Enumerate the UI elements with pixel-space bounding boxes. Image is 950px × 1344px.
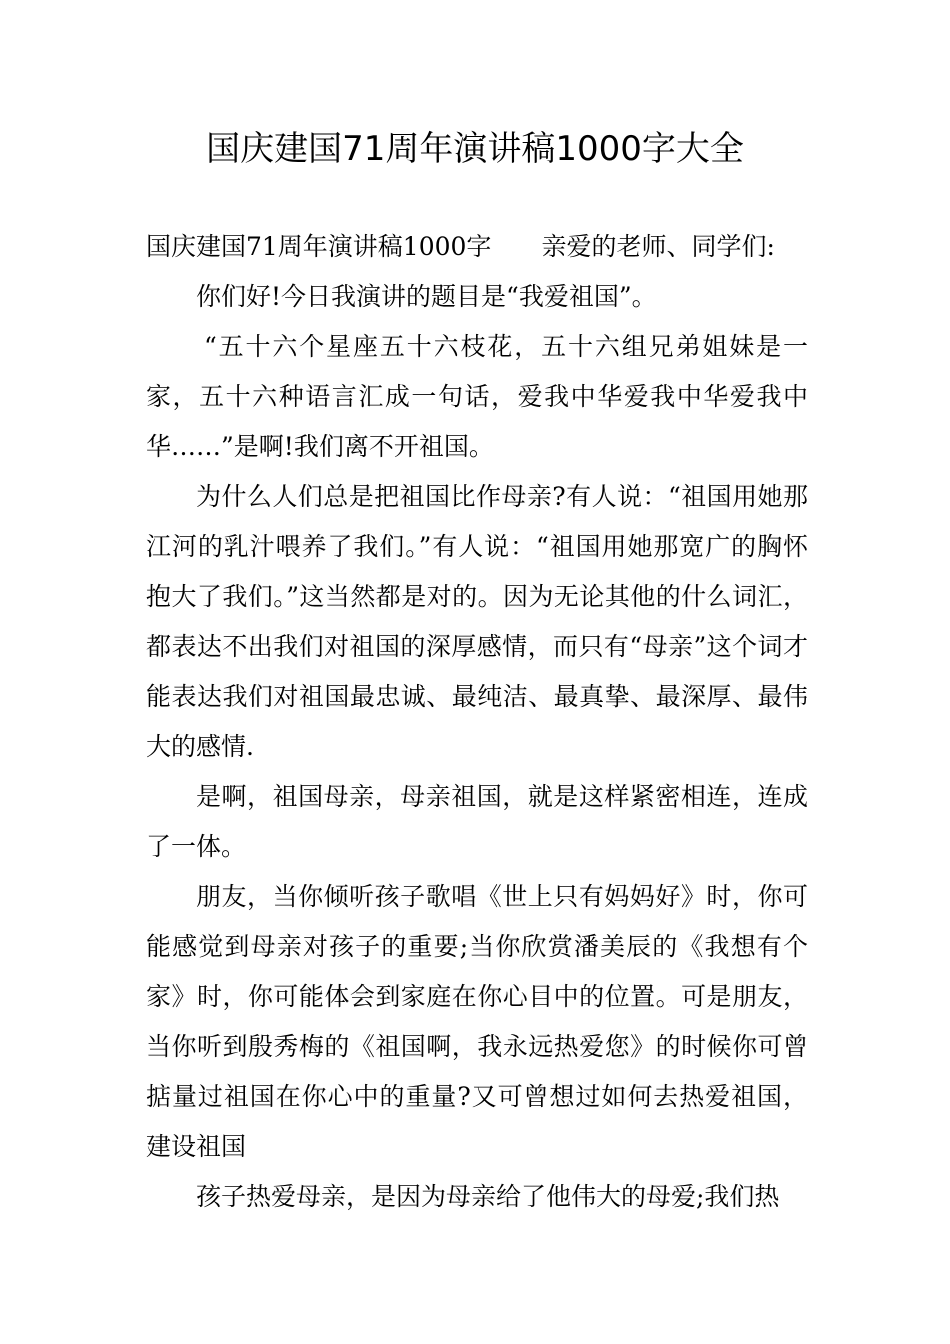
document-body [146, 222, 808, 1222]
paragraph-friend-songs: 朋友，当你倾听孩子歌唱《世上只有妈妈好》时，你可能感觉到母亲对孩子的重要;当你欣赏潘美辰的《我想有个家》时，你可能体会到家庭在你心目中的位置。可是朋友，当你听到殷秀梅的《祖国啊，我永远热爱您》的时候你可曾掂量过祖国在你心中的重量?又可曾想过如何去热爱祖国，建设祖国 [146, 882, 808, 1161]
paragraph-greeting: 你们好!今日我演讲的题目是“我爱祖国”。 [196, 282, 657, 311]
paragraph-closely-linked: 是啊，祖国母亲，母亲祖国，就是这样紧密相连，连成了一体。 [146, 782, 808, 861]
paragraph-song-quote: “五十六个星座五十六枝花，五十六组兄弟姐妹是一家，五十六种语言汇成一句话，爱我中华爱我中华爱我中华……”是啊!我们离不开祖国。 [146, 332, 808, 461]
intro-title: 国庆建国71周年演讲稿1000字 [146, 232, 492, 261]
salutation: 亲爱的老师、同学们: [541, 232, 775, 261]
intro-line [146, 222, 808, 272]
paragraph-children-love: 孩子热爱母亲，是因为母亲给了他伟大的母爱;我们热 [196, 1182, 780, 1211]
document-title: 国庆建国71周年演讲稿1000字大全 [206, 129, 744, 169]
paragraph-motherland-mother: 为什么人们总是把祖国比作母亲?有人说：“祖国用她那江河的乳汁喂养了我们。”有人说：“祖国用她那宽广的胸怀抱大了我们。”这当然都是对的。因为无论其他的什么词汇，都表达不出我们对祖国的深厚感情，而只有“母亲”这个词才能表达我们对祖国最忠诚、最纯洁、最真挚、最深厚、最伟大的感情. [146, 482, 808, 761]
